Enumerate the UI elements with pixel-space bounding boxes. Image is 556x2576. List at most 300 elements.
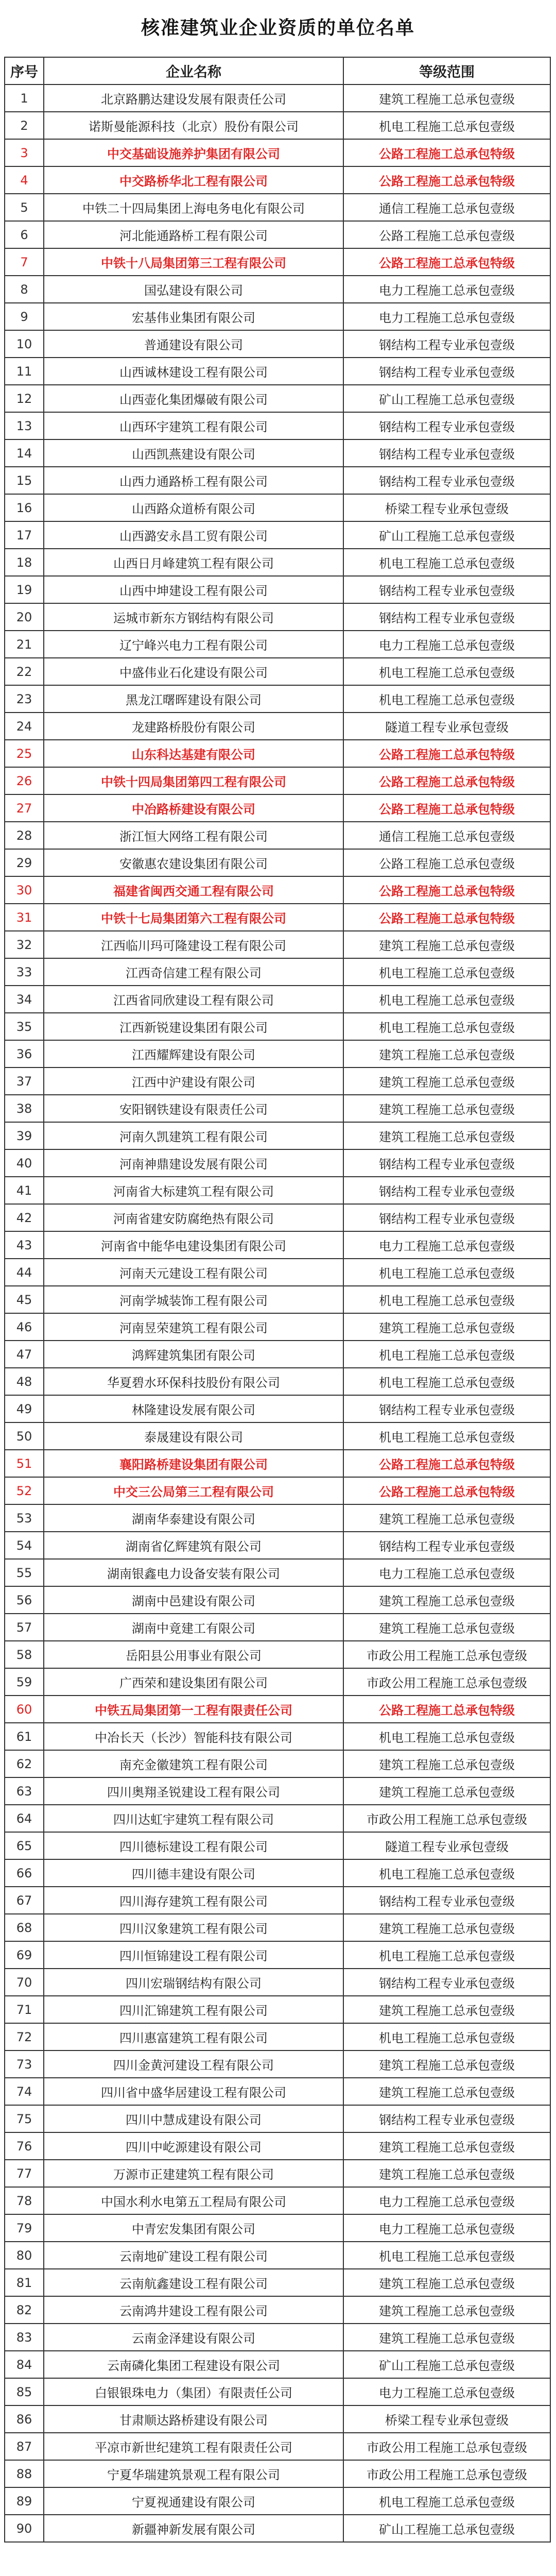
table-row <box>5 1805 550 1832</box>
cell-qualification-level: 建筑工程施工总承包壹级 <box>343 1313 550 1341</box>
cell-serial-number: 67 <box>5 1887 44 1914</box>
cell-qualification-level: 市政公用工程施工总承包壹级 <box>343 2460 550 2487</box>
cell-qualification-level: 机电工程施工总承包壹级 <box>343 2242 550 2269</box>
table-row <box>5 2405 550 2433</box>
cell-qualification-level: 矿山工程施工总承包壹级 <box>343 2515 550 2542</box>
cell-company-name: 湖南中竟建工有限公司 <box>44 1614 343 1641</box>
cell-company-name: 江西省同欣建设工程有限公司 <box>44 986 343 1013</box>
cell-qualification-level: 建筑工程施工总承包壹级 <box>343 84 550 112</box>
cell-serial-number: 75 <box>5 2105 44 2132</box>
cell-serial-number: 56 <box>5 1586 44 1614</box>
cell-qualification-level: 建筑工程施工总承包壹级 <box>343 2296 550 2324</box>
cell-serial-number: 43 <box>5 1231 44 1259</box>
cell-serial-number: 25 <box>5 740 44 767</box>
cell-qualification-level: 机电工程施工总承包壹级 <box>343 658 550 685</box>
cell-company-name: 中交三公局第三工程有限公司 <box>44 1477 343 1504</box>
cell-company-name: 山西凯燕建设有限公司 <box>44 439 343 467</box>
cell-qualification-level: 建筑工程施工总承包壹级 <box>343 1914 550 1941</box>
table-row <box>5 740 550 767</box>
table-row <box>5 221 550 248</box>
cell-serial-number: 85 <box>5 2378 44 2405</box>
cell-company-name: 中交基础设施养护集团有限公司 <box>44 139 343 166</box>
cell-company-name: 华夏碧水环保科技股份有限公司 <box>44 1368 343 1395</box>
table-row <box>5 1696 550 1723</box>
cell-qualification-level: 钢结构工程专业承包壹级 <box>343 1532 550 1559</box>
cell-qualification-level: 钢结构工程专业承包壹级 <box>343 2105 550 2132</box>
table-row <box>5 2296 550 2324</box>
table-row <box>5 1614 550 1641</box>
table-row <box>5 1341 550 1368</box>
table-row <box>5 1422 550 1450</box>
cell-serial-number: 28 <box>5 822 44 849</box>
table-row <box>5 876 550 904</box>
cell-serial-number: 89 <box>5 2487 44 2515</box>
cell-qualification-level: 市政公用工程施工总承包壹级 <box>343 1805 550 1832</box>
cell-qualification-level: 机电工程施工总承包壹级 <box>343 2023 550 2050</box>
cell-company-name: 湖南华泰建设有限公司 <box>44 1504 343 1532</box>
cell-serial-number: 80 <box>5 2242 44 2269</box>
cell-qualification-level: 隧道工程专业承包壹级 <box>343 713 550 740</box>
cell-serial-number: 31 <box>5 904 44 931</box>
cell-serial-number: 35 <box>5 1013 44 1040</box>
table-row <box>5 84 550 112</box>
cell-company-name: 四川德丰建设有限公司 <box>44 1859 343 1887</box>
table-row <box>5 958 550 986</box>
cell-qualification-level: 钢结构工程专业承包壹级 <box>343 576 550 603</box>
cell-serial-number: 32 <box>5 931 44 958</box>
cell-qualification-level: 机电工程施工总承包壹级 <box>343 2487 550 2515</box>
table-row <box>5 986 550 1013</box>
cell-serial-number: 15 <box>5 467 44 494</box>
cell-qualification-level: 建筑工程施工总承包壹级 <box>343 1067 550 1095</box>
cell-qualification-level: 建筑工程施工总承包壹级 <box>343 1095 550 1122</box>
cell-serial-number: 6 <box>5 221 44 248</box>
cell-company-name: 河南久凯建筑工程有限公司 <box>44 1122 343 1149</box>
cell-company-name: 山西潞安永昌工贸有限公司 <box>44 521 343 549</box>
cell-serial-number: 39 <box>5 1122 44 1149</box>
cell-serial-number: 59 <box>5 1668 44 1696</box>
table-row <box>5 658 550 685</box>
table-row <box>5 1914 550 1941</box>
cell-company-name: 四川达虹宇建筑工程有限公司 <box>44 1805 343 1832</box>
table-row <box>5 1777 550 1805</box>
cell-serial-number: 13 <box>5 412 44 439</box>
cell-serial-number: 87 <box>5 2433 44 2460</box>
cell-company-name: 林隆建设发展有限公司 <box>44 1395 343 1422</box>
cell-serial-number: 77 <box>5 2160 44 2187</box>
cell-company-name: 中冶长天（长沙）智能科技有限公司 <box>44 1723 343 1750</box>
table-row <box>5 2160 550 2187</box>
cell-company-name: 诺斯曼能源科技（北京）股份有限公司 <box>44 112 343 139</box>
table-row <box>5 794 550 822</box>
table-row <box>5 1750 550 1777</box>
cell-company-name: 中交路桥华北工程有限公司 <box>44 166 343 194</box>
cell-qualification-level: 机电工程施工总承包壹级 <box>343 1723 550 1750</box>
table-row <box>5 521 550 549</box>
header-qualification-level: 等级范围 <box>343 57 550 84</box>
cell-qualification-level: 建筑工程施工总承包壹级 <box>343 1504 550 1532</box>
table-row <box>5 1832 550 1859</box>
table-row <box>5 2187 550 2214</box>
cell-serial-number: 68 <box>5 1914 44 1941</box>
cell-serial-number: 51 <box>5 1450 44 1477</box>
table-row <box>5 467 550 494</box>
cell-company-name: 岳阳县公用事业有限公司 <box>44 1641 343 1668</box>
table-row <box>5 248 550 276</box>
cell-qualification-level: 公路工程施工总承包特级 <box>343 794 550 822</box>
table-row <box>5 1067 550 1095</box>
cell-company-name: 四川汉象建筑工程有限公司 <box>44 1914 343 1941</box>
cell-qualification-level: 机电工程施工总承包壹级 <box>343 685 550 713</box>
cell-qualification-level: 桥梁工程专业承包壹级 <box>343 2405 550 2433</box>
cell-serial-number: 33 <box>5 958 44 986</box>
cell-serial-number: 30 <box>5 876 44 904</box>
cell-company-name: 河南神鼎建设发展有限公司 <box>44 1149 343 1177</box>
cell-qualification-level: 建筑工程施工总承包壹级 <box>343 2078 550 2105</box>
table-row <box>5 1504 550 1532</box>
table-row <box>5 2050 550 2078</box>
cell-company-name: 山西环宇建筑工程有限公司 <box>44 412 343 439</box>
cell-serial-number: 10 <box>5 330 44 358</box>
table-row <box>5 1477 550 1504</box>
table-row <box>5 2105 550 2132</box>
table-row <box>5 1013 550 1040</box>
table-row <box>5 2351 550 2378</box>
cell-qualification-level: 桥梁工程专业承包壹级 <box>343 494 550 521</box>
cell-serial-number: 74 <box>5 2078 44 2105</box>
table-row <box>5 931 550 958</box>
cell-qualification-level: 钢结构工程专业承包壹级 <box>343 412 550 439</box>
cell-serial-number: 90 <box>5 2515 44 2542</box>
table-row <box>5 2324 550 2351</box>
cell-qualification-level: 建筑工程施工总承包壹级 <box>343 2269 550 2296</box>
cell-company-name: 江西奇信建工程有限公司 <box>44 958 343 986</box>
cell-company-name: 中铁十八局集团第三工程有限公司 <box>44 248 343 276</box>
cell-serial-number: 46 <box>5 1313 44 1341</box>
cell-qualification-level: 公路工程施工总承包特级 <box>343 1696 550 1723</box>
cell-company-name: 宏基伟业集团有限公司 <box>44 303 343 330</box>
table-row <box>5 1095 550 1122</box>
table-row <box>5 2515 550 2542</box>
cell-company-name: 四川奥翔圣锐建设工程有限公司 <box>44 1777 343 1805</box>
cell-company-name: 云南鸿井建设工程有限公司 <box>44 2296 343 2324</box>
cell-serial-number: 54 <box>5 1532 44 1559</box>
cell-company-name: 普通建设有限公司 <box>44 330 343 358</box>
table-row <box>5 631 550 658</box>
cell-serial-number: 37 <box>5 1067 44 1095</box>
cell-serial-number: 27 <box>5 794 44 822</box>
cell-serial-number: 38 <box>5 1095 44 1122</box>
table-row <box>5 2269 550 2296</box>
cell-qualification-level: 电力工程施工总承包壹级 <box>343 2378 550 2405</box>
cell-qualification-level: 电力工程施工总承包壹级 <box>343 631 550 658</box>
cell-qualification-level: 机电工程施工总承包壹级 <box>343 549 550 576</box>
cell-company-name: 四川海存建筑工程有限公司 <box>44 1887 343 1914</box>
table-row <box>5 1996 550 2023</box>
cell-serial-number: 16 <box>5 494 44 521</box>
cell-serial-number: 4 <box>5 166 44 194</box>
table-row <box>5 1313 550 1341</box>
table-row <box>5 1450 550 1477</box>
table-row <box>5 2132 550 2160</box>
cell-company-name: 辽宁峰兴电力工程有限公司 <box>44 631 343 658</box>
cell-serial-number: 86 <box>5 2405 44 2433</box>
cell-company-name: 运城市新东方钢结构有限公司 <box>44 603 343 631</box>
table-row <box>5 767 550 794</box>
cell-serial-number: 47 <box>5 1341 44 1368</box>
cell-company-name: 中国水利水电第五工程局有限公司 <box>44 2187 343 2214</box>
table-row <box>5 358 550 385</box>
cell-qualification-level: 钢结构工程专业承包壹级 <box>343 330 550 358</box>
cell-company-name: 广西荣和建设集团有限公司 <box>44 1668 343 1696</box>
cell-serial-number: 11 <box>5 358 44 385</box>
cell-qualification-level: 机电工程施工总承包壹级 <box>343 1013 550 1040</box>
cell-company-name: 白银银珠电力（集团）有限责任公司 <box>44 2378 343 2405</box>
cell-company-name: 四川中屹源建设有限公司 <box>44 2132 343 2160</box>
cell-company-name: 中铁二十四局集团上海电务电化有限公司 <box>44 194 343 221</box>
cell-serial-number: 73 <box>5 2050 44 2078</box>
company-roster-table <box>4 57 551 2543</box>
cell-company-name: 江西临川玛可隆建设工程有限公司 <box>44 931 343 958</box>
table-row <box>5 412 550 439</box>
cell-company-name: 山西中坤建设工程有限公司 <box>44 576 343 603</box>
cell-serial-number: 57 <box>5 1614 44 1641</box>
cell-company-name: 河南昱荣建筑工程有限公司 <box>44 1313 343 1341</box>
cell-qualification-level: 钢结构工程专业承包壹级 <box>343 603 550 631</box>
cell-qualification-level: 钢结构工程专业承包壹级 <box>343 1395 550 1422</box>
cell-qualification-level: 公路工程施工总承包特级 <box>343 139 550 166</box>
cell-serial-number: 18 <box>5 549 44 576</box>
cell-company-name: 河南省大标建筑工程有限公司 <box>44 1177 343 1204</box>
cell-company-name: 河南省建安防腐绝热有限公司 <box>44 1204 343 1231</box>
table-row <box>5 439 550 467</box>
cell-serial-number: 50 <box>5 1422 44 1450</box>
cell-qualification-level: 机电工程施工总承包壹级 <box>343 1422 550 1450</box>
table-row <box>5 2023 550 2050</box>
cell-serial-number: 71 <box>5 1996 44 2023</box>
cell-qualification-level: 钢结构工程专业承包壹级 <box>343 1887 550 1914</box>
cell-qualification-level: 建筑工程施工总承包壹级 <box>343 1996 550 2023</box>
cell-company-name: 平凉市新世纪建筑工程有限责任公司 <box>44 2433 343 2460</box>
cell-qualification-level: 电力工程施工总承包壹级 <box>343 1559 550 1586</box>
cell-qualification-level: 机电工程施工总承包壹级 <box>343 1368 550 1395</box>
cell-company-name: 安徽惠农建设集团有限公司 <box>44 849 343 876</box>
cell-serial-number: 72 <box>5 2023 44 2050</box>
table-row <box>5 1286 550 1313</box>
cell-company-name: 云南地矿建设工程有限公司 <box>44 2242 343 2269</box>
cell-qualification-level: 建筑工程施工总承包壹级 <box>343 1777 550 1805</box>
cell-company-name: 中铁十七局集团第六工程有限公司 <box>44 904 343 931</box>
cell-serial-number: 14 <box>5 439 44 467</box>
table-row <box>5 2460 550 2487</box>
table-row <box>5 2078 550 2105</box>
table-row <box>5 2214 550 2242</box>
cell-company-name: 中青宏发集团有限公司 <box>44 2214 343 2242</box>
cell-serial-number: 40 <box>5 1149 44 1177</box>
cell-company-name: 江西中沪建设有限公司 <box>44 1067 343 1095</box>
cell-serial-number: 5 <box>5 194 44 221</box>
cell-company-name: 山西力通路桥工程有限公司 <box>44 467 343 494</box>
cell-company-name: 中冶路桥建设有限公司 <box>44 794 343 822</box>
cell-serial-number: 2 <box>5 112 44 139</box>
cell-qualification-level: 电力工程施工总承包壹级 <box>343 1231 550 1259</box>
cell-serial-number: 53 <box>5 1504 44 1532</box>
cell-company-name: 四川金黄河建设工程有限公司 <box>44 2050 343 2078</box>
cell-company-name: 山东科达基建有限公司 <box>44 740 343 767</box>
table-row <box>5 330 550 358</box>
cell-company-name: 河南省中能华电建设集团有限公司 <box>44 1231 343 1259</box>
cell-qualification-level: 公路工程施工总承包特级 <box>343 904 550 931</box>
cell-company-name: 河南学城装饰工程有限公司 <box>44 1286 343 1313</box>
table-row <box>5 1641 550 1668</box>
cell-qualification-level: 电力工程施工总承包壹级 <box>343 2187 550 2214</box>
table-row <box>5 1231 550 1259</box>
cell-qualification-level: 公路工程施工总承包壹级 <box>343 849 550 876</box>
cell-qualification-level: 公路工程施工总承包特级 <box>343 1477 550 1504</box>
cell-qualification-level: 市政公用工程施工总承包壹级 <box>343 1668 550 1696</box>
cell-company-name: 云南航鑫建设工程有限公司 <box>44 2269 343 2296</box>
cell-serial-number: 70 <box>5 1969 44 1996</box>
cell-company-name: 安阳钢铁建设有限责任公司 <box>44 1095 343 1122</box>
cell-qualification-level: 建筑工程施工总承包壹级 <box>343 1750 550 1777</box>
table-row <box>5 1204 550 1231</box>
cell-company-name: 云南金泽建设有限公司 <box>44 2324 343 2351</box>
table-row <box>5 822 550 849</box>
cell-serial-number: 1 <box>5 84 44 112</box>
cell-qualification-level: 建筑工程施工总承包壹级 <box>343 1122 550 1149</box>
cell-qualification-level: 电力工程施工总承包壹级 <box>343 276 550 303</box>
cell-serial-number: 3 <box>5 139 44 166</box>
cell-serial-number: 48 <box>5 1368 44 1395</box>
table-row <box>5 276 550 303</box>
table-row <box>5 603 550 631</box>
cell-company-name: 四川恒锦建设工程有限公司 <box>44 1941 343 1969</box>
table-row <box>5 1040 550 1067</box>
table-row <box>5 2487 550 2515</box>
table-row <box>5 904 550 931</box>
table-row <box>5 1723 550 1750</box>
cell-company-name: 河南天元建设工程有限公司 <box>44 1259 343 1286</box>
cell-serial-number: 7 <box>5 248 44 276</box>
cell-company-name: 襄阳路桥建设集团有限公司 <box>44 1450 343 1477</box>
table-header-row <box>5 57 550 84</box>
table-body <box>5 84 550 2542</box>
cell-qualification-level: 建筑工程施工总承包壹级 <box>343 2132 550 2160</box>
cell-company-name: 江西耀辉建设有限公司 <box>44 1040 343 1067</box>
cell-qualification-level: 建筑工程施工总承包壹级 <box>343 2050 550 2078</box>
table-row <box>5 1149 550 1177</box>
cell-company-name: 中铁五局集团第一工程有限责任公司 <box>44 1696 343 1723</box>
cell-qualification-level: 机电工程施工总承包壹级 <box>343 1859 550 1887</box>
header-company-name: 企业名称 <box>44 57 343 84</box>
table-row <box>5 2378 550 2405</box>
table-row <box>5 1122 550 1149</box>
cell-qualification-level: 建筑工程施工总承包壹级 <box>343 931 550 958</box>
cell-qualification-level: 公路工程施工总承包特级 <box>343 740 550 767</box>
cell-serial-number: 8 <box>5 276 44 303</box>
cell-serial-number: 19 <box>5 576 44 603</box>
cell-company-name: 龙建路桥股份有限公司 <box>44 713 343 740</box>
cell-serial-number: 20 <box>5 603 44 631</box>
cell-qualification-level: 矿山工程施工总承包壹级 <box>343 521 550 549</box>
table-row <box>5 1668 550 1696</box>
cell-qualification-level: 钢结构工程专业承包壹级 <box>343 467 550 494</box>
table-row <box>5 685 550 713</box>
cell-serial-number: 78 <box>5 2187 44 2214</box>
cell-qualification-level: 公路工程施工总承包特级 <box>343 876 550 904</box>
table-row <box>5 1559 550 1586</box>
cell-serial-number: 88 <box>5 2460 44 2487</box>
cell-qualification-level: 公路工程施工总承包特级 <box>343 166 550 194</box>
cell-serial-number: 42 <box>5 1204 44 1231</box>
cell-qualification-level: 机电工程施工总承包壹级 <box>343 112 550 139</box>
cell-serial-number: 83 <box>5 2324 44 2351</box>
cell-qualification-level: 机电工程施工总承包壹级 <box>343 958 550 986</box>
cell-company-name: 黑龙江曙晖建设有限公司 <box>44 685 343 713</box>
cell-qualification-level: 建筑工程施工总承包壹级 <box>343 2324 550 2351</box>
cell-company-name: 宁夏华瑞建筑景观工程有限公司 <box>44 2460 343 2487</box>
cell-company-name: 国弘建设有限公司 <box>44 276 343 303</box>
cell-serial-number: 22 <box>5 658 44 685</box>
cell-company-name: 山西诚林建设工程有限公司 <box>44 358 343 385</box>
table-row <box>5 385 550 412</box>
cell-serial-number: 69 <box>5 1941 44 1969</box>
table-row <box>5 303 550 330</box>
cell-qualification-level: 通信工程施工总承包壹级 <box>343 194 550 221</box>
cell-company-name: 南充金徽建筑工程有限公司 <box>44 1750 343 1777</box>
cell-serial-number: 34 <box>5 986 44 1013</box>
cell-qualification-level: 钢结构工程专业承包壹级 <box>343 1204 550 1231</box>
cell-company-name: 云南磷化集团工程建设有限公司 <box>44 2351 343 2378</box>
cell-company-name: 山西壶化集团爆破有限公司 <box>44 385 343 412</box>
cell-company-name: 四川德标建设工程有限公司 <box>44 1832 343 1859</box>
cell-serial-number: 45 <box>5 1286 44 1313</box>
cell-qualification-level: 建筑工程施工总承包壹级 <box>343 2160 550 2187</box>
cell-company-name: 浙江恒大网络工程有限公司 <box>44 822 343 849</box>
cell-serial-number: 26 <box>5 767 44 794</box>
cell-qualification-level: 机电工程施工总承包壹级 <box>343 1341 550 1368</box>
cell-company-name: 新疆神新发展有限公司 <box>44 2515 343 2542</box>
header-serial-number: 序号 <box>5 57 44 84</box>
cell-serial-number: 79 <box>5 2214 44 2242</box>
cell-qualification-level: 公路工程施工总承包特级 <box>343 248 550 276</box>
cell-company-name: 中盛伟业石化建设有限公司 <box>44 658 343 685</box>
cell-serial-number: 63 <box>5 1777 44 1805</box>
table-row <box>5 1969 550 1996</box>
table-row <box>5 166 550 194</box>
cell-serial-number: 44 <box>5 1259 44 1286</box>
cell-serial-number: 55 <box>5 1559 44 1586</box>
cell-company-name: 湖南银鑫电力设备安装有限公司 <box>44 1559 343 1586</box>
cell-serial-number: 76 <box>5 2132 44 2160</box>
cell-company-name: 鸿辉建筑集团有限公司 <box>44 1341 343 1368</box>
cell-qualification-level: 市政公用工程施工总承包壹级 <box>343 2433 550 2460</box>
table-row <box>5 194 550 221</box>
table-row <box>5 1532 550 1559</box>
cell-serial-number: 65 <box>5 1832 44 1859</box>
table-row <box>5 1259 550 1286</box>
cell-serial-number: 9 <box>5 303 44 330</box>
cell-qualification-level: 机电工程施工总承包壹级 <box>343 1259 550 1286</box>
table-row <box>5 112 550 139</box>
table-row <box>5 2242 550 2269</box>
cell-qualification-level: 钢结构工程专业承包壹级 <box>343 1149 550 1177</box>
cell-serial-number: 60 <box>5 1696 44 1723</box>
document-title: 核准建筑业企业资质的单位名单 <box>141 18 415 39</box>
cell-qualification-level: 市政公用工程施工总承包壹级 <box>343 1641 550 1668</box>
cell-company-name: 四川省中盛华居建设工程有限公司 <box>44 2078 343 2105</box>
cell-serial-number: 49 <box>5 1395 44 1422</box>
